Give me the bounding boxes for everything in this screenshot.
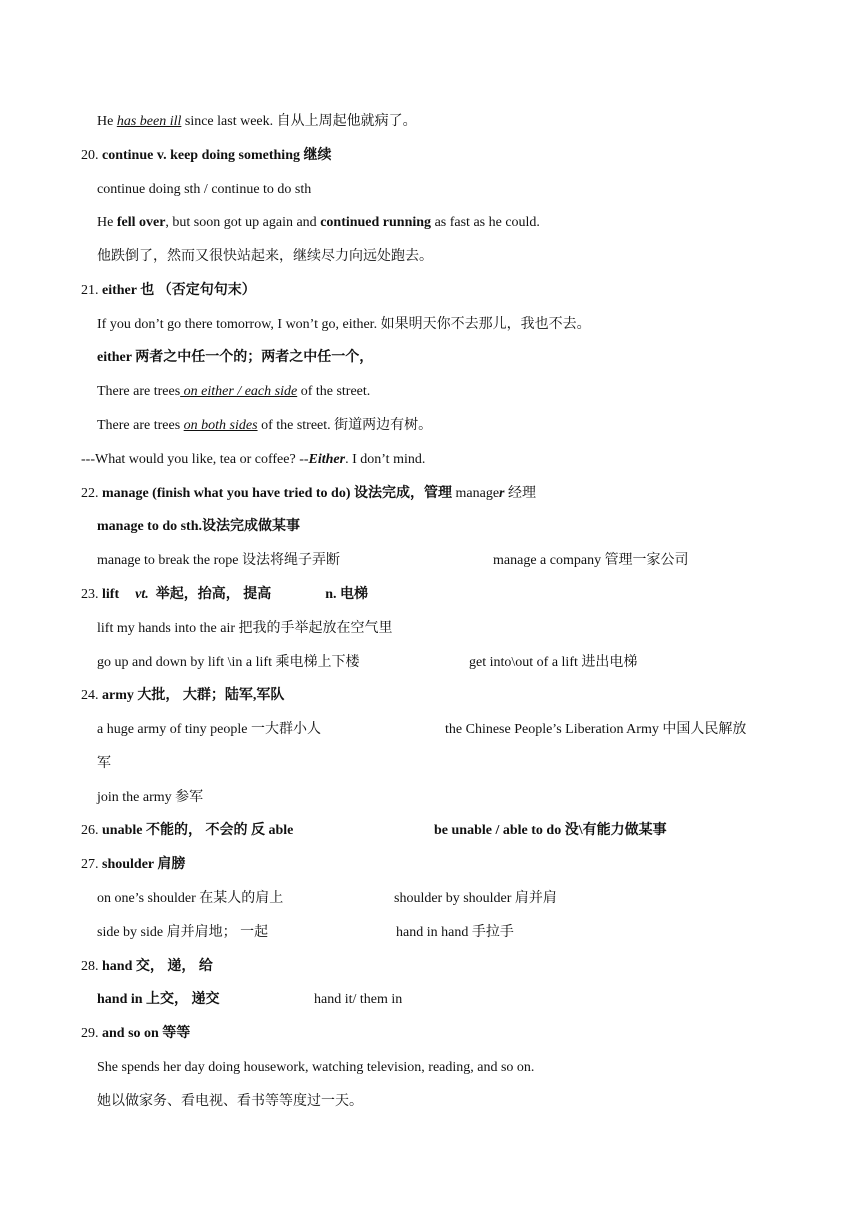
text: ---What would you like, tea or coffee? -- — [81, 452, 309, 467]
text: since last week. 自从上周起他就病了。 — [181, 114, 417, 129]
entry-number: 27. — [81, 857, 102, 872]
example-line: If you don’t go there tomorrow, I won’t go, either. 如果明天你不去那儿，我也不去。 — [97, 317, 591, 332]
example-line-right: the Chinese People’s Liberation Army 中国人民解放 — [445, 722, 747, 737]
text: There are trees — [97, 418, 184, 433]
entry-term: shoulder 肩膀 — [102, 857, 186, 872]
example-line — [97, 213, 540, 233]
part-of-speech: vt. — [135, 587, 149, 602]
example-line-left: go up and down by lift \in a lift 乘电梯上下楼 — [97, 655, 360, 670]
example-line-right: get into\out of a lift 进出电梯 — [469, 655, 638, 670]
example-line — [97, 112, 417, 132]
bold-italic-letter: r — [499, 486, 505, 501]
example-line-right: manage a company 管理一家公司 — [493, 553, 689, 568]
example-line — [97, 416, 432, 436]
underlined-phrase: has been ill — [116, 114, 182, 129]
bold-italic-word: Either — [308, 452, 346, 467]
example-line-left: a huge army of tiny people 一大群小人 — [97, 722, 321, 737]
entry-heading — [81, 957, 213, 977]
text: of the street. — [297, 384, 371, 399]
example-line — [97, 382, 370, 402]
bold-phrase: either 两者之中任一个的；两者之中任一个， — [97, 350, 374, 365]
text: as fast as he could. — [431, 215, 540, 230]
example-line-left: on one’s shoulder 在某人的肩上 — [97, 891, 284, 906]
bold-phrase: manage to do sth.设法完成做某事 — [97, 519, 301, 534]
sub-heading — [97, 348, 373, 368]
entry-heading — [81, 686, 284, 706]
entry-meaning: 举起，抬高， 提高 — [155, 587, 272, 602]
entry-number: 28. — [81, 959, 102, 974]
translation-line: 他跌倒了，然而又很快站起来，继续尽力向远处跑去。 — [97, 249, 433, 264]
bold-phrase: be unable / able to do 没\有能力做某事 — [434, 823, 667, 838]
entry-heading — [81, 281, 256, 301]
entry-number: 20. — [81, 148, 102, 163]
text: 经理 — [504, 486, 536, 501]
entry-number: 21. — [81, 283, 102, 298]
example-line-right: shoulder by shoulder 肩并肩 — [394, 891, 557, 906]
entry-meaning: n. 电梯 — [325, 587, 369, 602]
entry-heading — [81, 484, 536, 504]
example-line: continue doing sth / continue to do sth — [97, 182, 312, 197]
example-line-left — [97, 990, 220, 1010]
text: There are trees — [97, 384, 181, 399]
example-line-left: manage to break the rope 设法将绳子弄断 — [97, 553, 340, 568]
example-line: She spends her day doing housework, watching television, reading, and so on. — [97, 1060, 535, 1075]
text: He — [97, 215, 117, 230]
entry-term: unable 不能的， 不会的 反 able — [102, 823, 294, 838]
entry-term: either 也 （否定句句末） — [102, 283, 256, 298]
entry-term: and so on 等等 — [102, 1026, 191, 1041]
text: He — [97, 114, 117, 129]
example-line: join the army 参军 — [97, 790, 204, 805]
entry-term: continue v. keep doing something 继续 — [102, 148, 332, 163]
text: of the street. 街道两边有树。 — [257, 418, 433, 433]
example-line-right: hand it/ them in — [314, 992, 403, 1007]
underlined-phrase: on either / each side — [180, 384, 298, 399]
text: . I don’t mind. — [345, 452, 426, 467]
text: manage — [452, 486, 500, 501]
entry-term: manage (finish what you have tried to do) 设法完成，管理 — [102, 486, 453, 501]
translation-line: 她以做家务、看电视、看书等等度过一天。 — [97, 1094, 363, 1109]
entry-number: 22. — [81, 486, 102, 501]
example-line-left: side by side 肩并肩地； 一起 — [97, 925, 269, 940]
example-line: lift my hands into the air 把我的手举起放在空气里 — [97, 621, 393, 636]
underlined-phrase: on both sides — [183, 418, 258, 433]
entry-heading — [81, 821, 293, 841]
entry-number: 23. — [81, 587, 102, 602]
entry-heading — [81, 1024, 190, 1044]
example-line: 军 — [97, 756, 111, 771]
entry-term: lift — [102, 587, 120, 602]
entry-term: army 大批， 大群；陆军,军队 — [102, 688, 285, 703]
entry-number: 26. — [81, 823, 102, 838]
bold-phrase: continued running — [320, 215, 432, 230]
entry-phrase — [434, 821, 667, 841]
entry-number: 29. — [81, 1026, 102, 1041]
entry-heading — [81, 585, 368, 605]
text: , but soon got up again and — [165, 215, 321, 230]
example-line-right: hand in hand 手拉手 — [396, 925, 514, 940]
bold-phrase: hand in 上交， 递交 — [97, 992, 220, 1007]
bold-phrase: fell over — [116, 215, 166, 230]
entry-term: hand 交， 递， 给 — [102, 959, 213, 974]
sub-heading — [97, 517, 300, 537]
entry-number: 24. — [81, 688, 102, 703]
dialogue-line — [81, 450, 425, 470]
entry-heading — [81, 146, 331, 166]
entry-heading — [81, 855, 185, 875]
